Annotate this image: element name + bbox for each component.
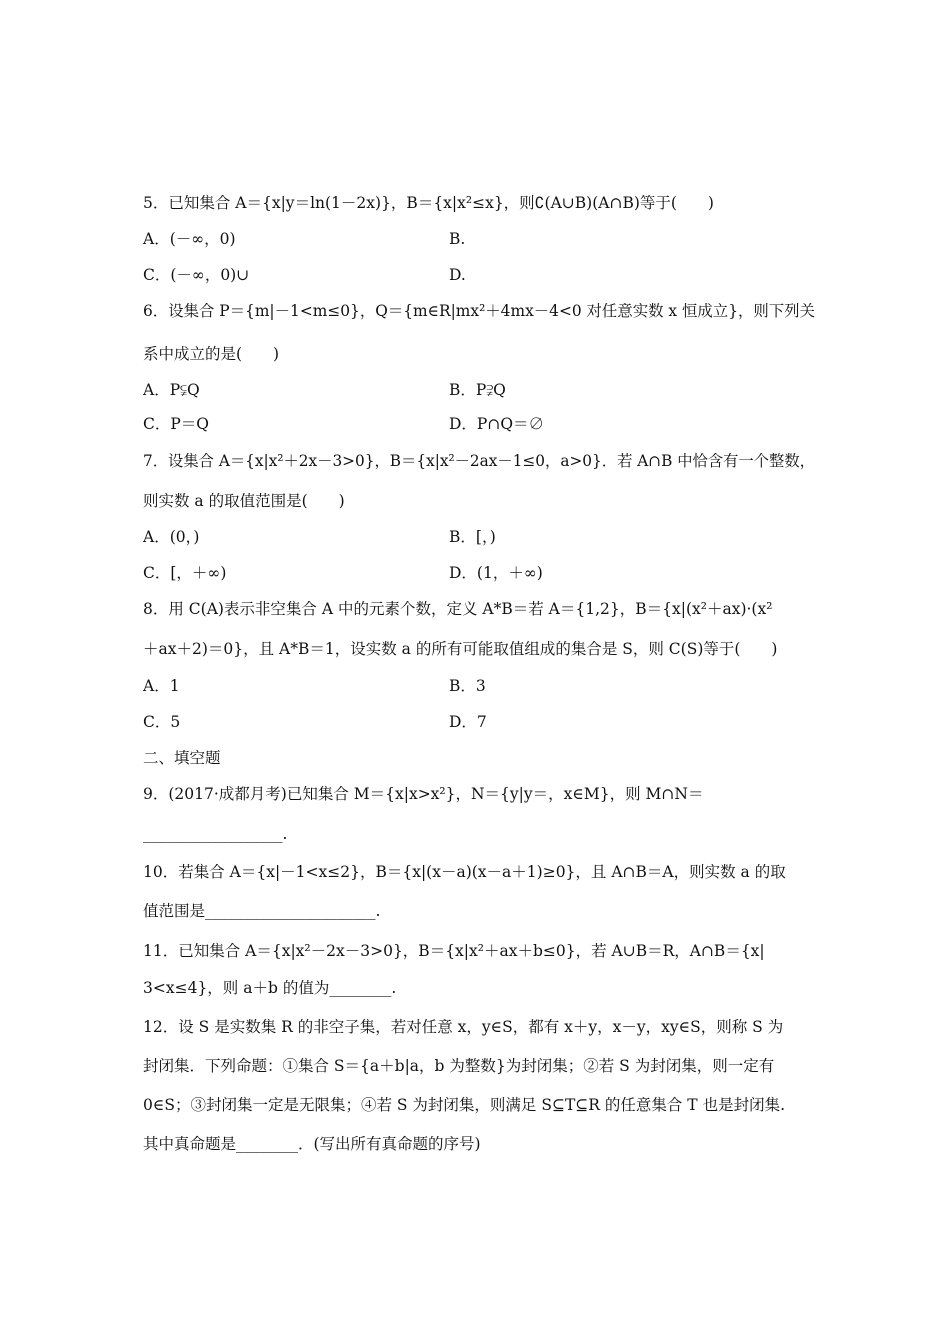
q10-stem-line1: 10．若集合 A＝{x|－1<x≤2}，B＝{x|(x－a)(x－a＋1)≥0}，且 A∩B＝A，则实数 a 的取 bbox=[143, 863, 786, 881]
q11-stem-line2: 3<x≤4}，则 a＋b 的值为________. bbox=[143, 979, 397, 997]
q7-stem-line1: 7．设集合 A＝{x|x²＋2x－3>0}，B＝{x|x²－2ax－1≤0，a>0}．若 A∩B 中恰含有一个整数， bbox=[143, 452, 815, 470]
q8-stem-line2: ＋ax＋2)＝0}，且 A*B＝1，设实数 a 的所有可能取值组成的集合是 S，则 C(S)等于( ) bbox=[143, 640, 778, 658]
q6-option-a: A．P⫋Q bbox=[143, 381, 200, 399]
q12-stem-line2: 封闭集．下列命题：①集合 S＝{a＋b|a，b 为整数}为封闭集；②若 S 为封闭集，则一定有 bbox=[143, 1057, 775, 1075]
q8-option-a: A．1 bbox=[143, 677, 180, 695]
q8-option-c: C．5 bbox=[143, 713, 181, 731]
q11-stem-line1: 11．已知集合 A＝{x|x²－2x－3>0}，B＝{x|x²＋ax＋b≤0}，若 A∪B＝R，A∩B＝{x| bbox=[143, 942, 765, 960]
q5-option-c: C．(－∞，0)∪ bbox=[143, 266, 250, 284]
q7-option-d: D．(1，＋∞) bbox=[449, 564, 543, 582]
q5-stem: 5．已知集合 A＝{x|y＝ln(1－2x)}，B＝{x|x²≤x}，则∁(A∪B)(A∩B)等于( ) bbox=[143, 194, 714, 212]
q9-stem-line1: 9．(2017·成都月考)已知集合 M＝{x|x>x²}，N＝{y|y＝，x∈M}，则 M∩N＝ bbox=[143, 785, 704, 803]
q12-stem-line4: 其中真命题是________．(写出所有真命题的序号) bbox=[143, 1135, 481, 1153]
q6-option-d: D．P∩Q＝∅ bbox=[449, 415, 545, 433]
q6-stem-line2: 系中成立的是( ) bbox=[143, 345, 280, 363]
q12-stem-line3: 0∈S；③封闭集一定是无限集；④若 S 为封闭集，则满足 S⊆T⊆R 的任意集合 T 也是封闭集. bbox=[143, 1096, 786, 1114]
q8-stem-line1: 8．用 C(A)表示非空集合 A 中的元素个数，定义 A*B＝若 A＝{1,2}，B＝{x|(x²＋ax)·(x² bbox=[143, 600, 773, 618]
q6-option-c: C．P＝Q bbox=[143, 415, 209, 433]
q5-option-b: B. bbox=[449, 230, 466, 248]
q7-option-c: C．[，＋∞) bbox=[143, 564, 227, 582]
q10-stem-line2: 值范围是______________________. bbox=[143, 902, 381, 920]
q8-option-d: D．7 bbox=[449, 713, 487, 731]
q6-stem-line1: 6．设集合 P＝{m|－1<m≤0}，Q＝{m∈R|mx²＋4mx－4<0 对任意实数 x 恒成立}，则下列关 bbox=[143, 302, 815, 320]
q12-stem-line1: 12．设 S 是实数集 R 的非空子集，若对任意 x，y∈S，都有 x＋y，x－y，xy∈S，则称 S 为 bbox=[143, 1018, 784, 1036]
q9-stem-line2: __________________. bbox=[143, 825, 288, 843]
section-title: 二、填空题 bbox=[143, 749, 221, 767]
q7-option-b: B．[，) bbox=[449, 528, 496, 546]
q5-option-a: A．(－∞，0) bbox=[143, 230, 236, 248]
q7-option-a: A．(0，) bbox=[143, 528, 200, 546]
q6-option-b: B．P⫌Q bbox=[449, 381, 506, 399]
q7-stem-line2: 则实数 a 的取值范围是( ) bbox=[143, 492, 345, 510]
q8-option-b: B．3 bbox=[449, 677, 486, 695]
q5-option-d: D. bbox=[449, 266, 466, 284]
